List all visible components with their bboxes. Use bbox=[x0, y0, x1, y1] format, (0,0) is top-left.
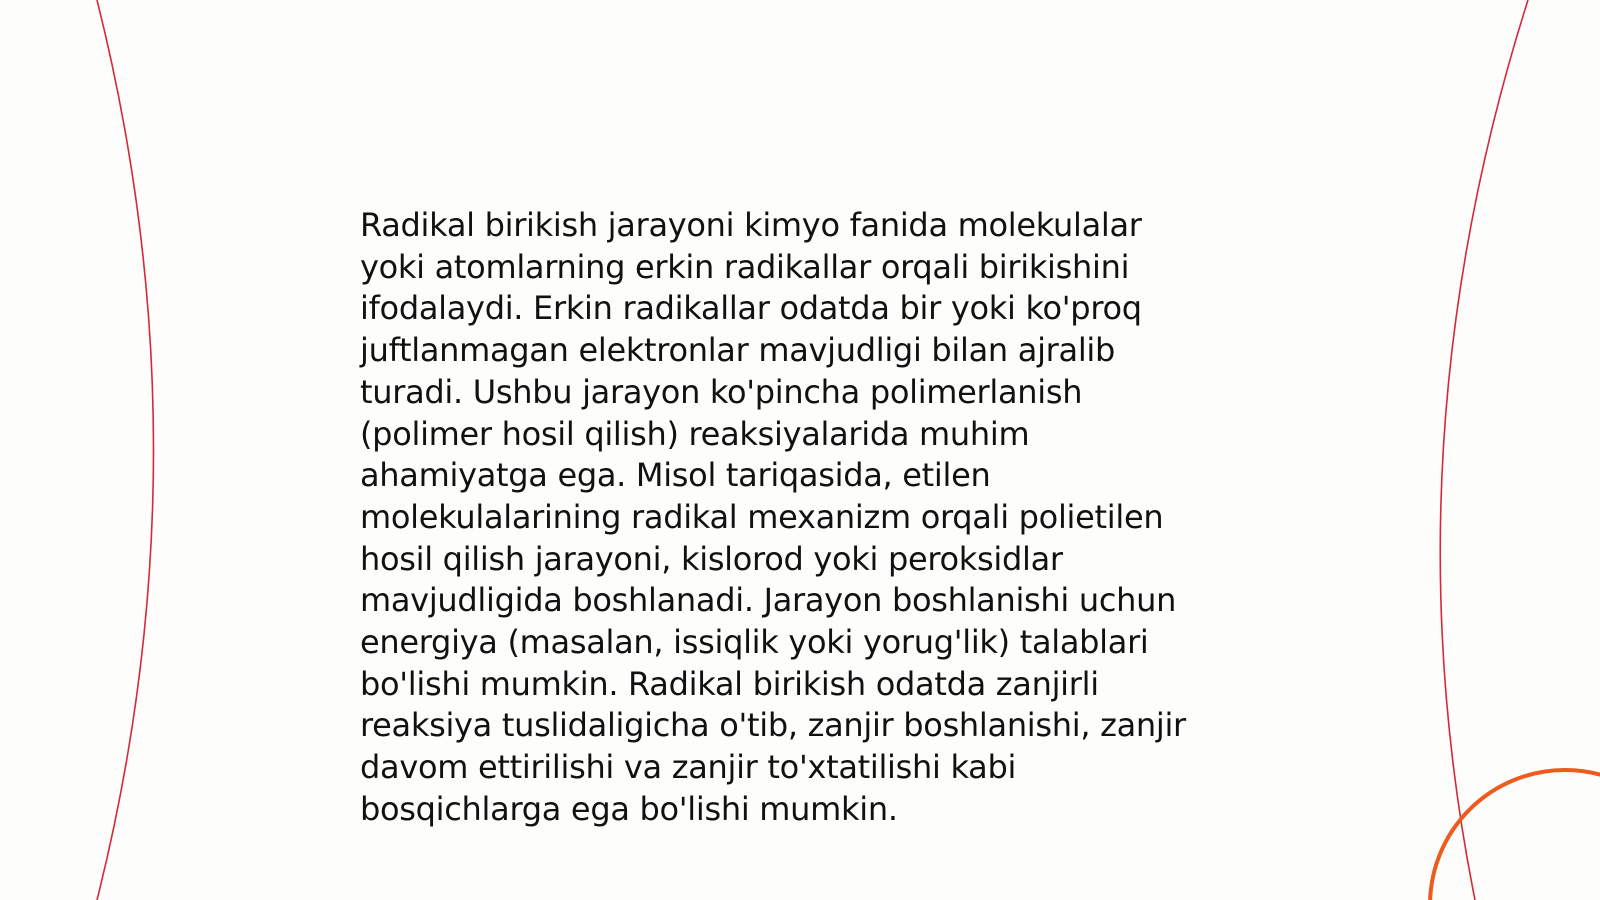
body-line: molekulalarining radikal mexanizm orqali polietilen bbox=[360, 497, 1164, 536]
body-line: (polimer hosil qilish) reaksiyalarida muhim bbox=[360, 414, 1030, 453]
orange-circle bbox=[1430, 770, 1600, 900]
body-line: reaksiya tuslidaligicha o'tib, zanjir boshlanishi, zanjir bbox=[360, 706, 1186, 745]
body-paragraph bbox=[360, 205, 1220, 831]
body-line: bo'lishi mumkin. Radikal birikish odatda zanjirli bbox=[360, 664, 1099, 703]
body-line: hosil qilish jarayoni, kislorod yoki peroksidlar bbox=[360, 539, 1063, 578]
body-line: mavjudligida boshlanadi. Jarayon boshlanishi uchun bbox=[360, 581, 1177, 620]
body-line: bosqichlarga ega bo'lishi mumkin. bbox=[360, 789, 898, 828]
body-line: ahamiyatga ega. Misol tariqasida, etilen bbox=[360, 456, 991, 495]
right-curve bbox=[1440, 0, 1528, 900]
body-line: juftlanmagan elektronlar mavjudligi bilan ajralib bbox=[360, 331, 1116, 370]
body-line: Radikal birikish jarayoni kimyo fanida molekulalar bbox=[360, 206, 1142, 244]
body-line: energiya (masalan, issiqlik yoki yorug'lik) talablari bbox=[360, 623, 1149, 662]
body-line: turadi. Ushbu jarayon ko'pincha polimerlanish bbox=[360, 372, 1083, 411]
body-line: davom ettirilishi va zanjir to'xtatilishi kabi bbox=[360, 748, 1017, 787]
body-line: ifodalaydi. Erkin radikallar odatda bir yoki ko'proq bbox=[360, 289, 1142, 328]
body-line: yoki atomlarning erkin radikallar orqali birikishini bbox=[360, 247, 1130, 286]
left-curve bbox=[97, 0, 154, 900]
